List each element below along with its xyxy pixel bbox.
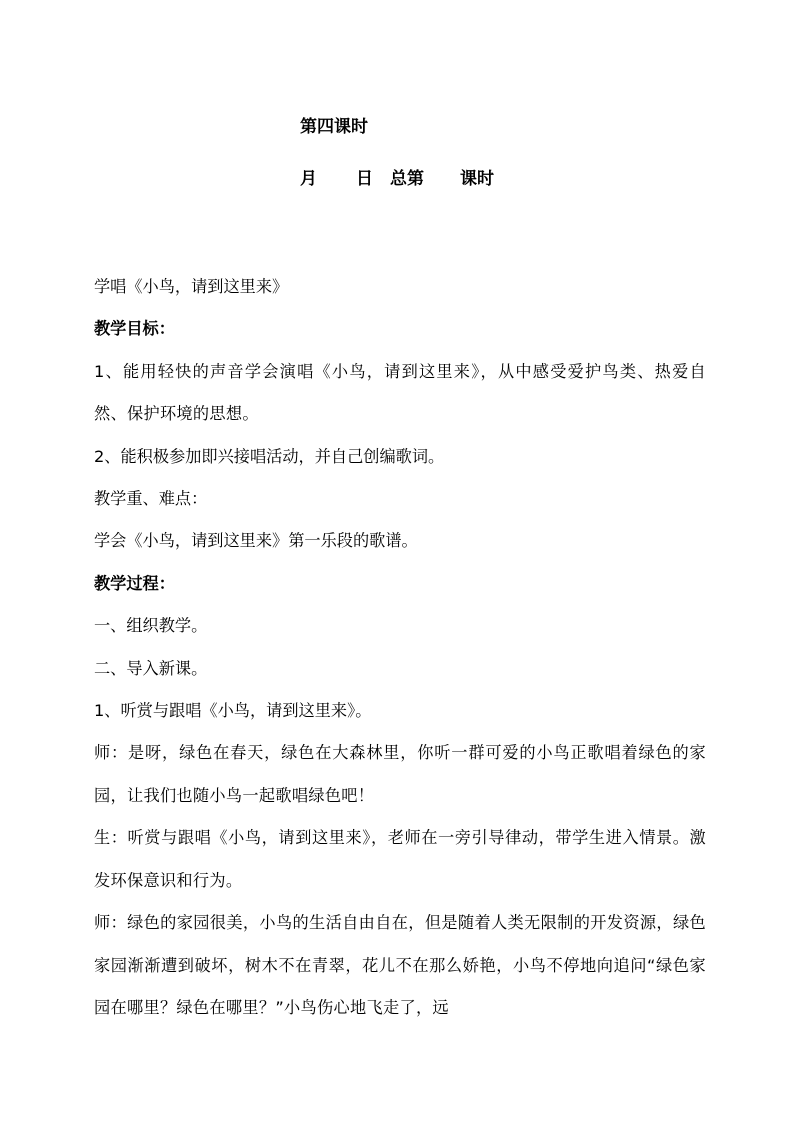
focus-heading: 教学重、难点： bbox=[94, 489, 208, 509]
goal-item-2: 2、能积极参加即兴接唱活动，并自己创编歌词。 bbox=[94, 446, 445, 466]
teacher-paragraph-1: 师：是呀，绿色在春天，绿色在大森林里，你听一群可爱的小鸟正歌唱着绿色的家园，让我们也随小鸟一起歌唱绿色吧！ bbox=[94, 743, 706, 805]
goal-item-1: 1、能用轻快的声音学会演唱《小鸟，请到这里来》，从中感受爱护鸟类、热爱自然、保护环境的思想。 bbox=[94, 361, 706, 424]
student-paragraph-1: 生：听赏与跟唱《小鸟，请到这里来》，老师在一旁引导律动，带学生进入情景。激发环保意识和行为。 bbox=[94, 828, 706, 890]
teacher-paragraph-2: 师：绿色的家园很美，小鸟的生活自由自在，但是随着人类无限制的开发资源，绿色家园渐渐遭到破坏，树木不在青翠，花儿不在那么娇艳，小鸟不停地向追问“绿色家园在哪里？绿色在哪里？”小鸟伤心地飞走了，远 bbox=[94, 913, 706, 1017]
focus-text: 学会《小鸟，请到这里来》第一乐段的歌谱。 bbox=[94, 531, 418, 551]
lesson-body bbox=[94, 266, 706, 1029]
process-sub-step-1: 1、听赏与跟唱《小鸟，请到这里来》。 bbox=[94, 701, 372, 721]
date-day-label: 日 bbox=[356, 169, 373, 189]
date-total-label: 总第 bbox=[390, 169, 424, 189]
date-period-label: 课时 bbox=[460, 169, 494, 189]
date-month-label: 月 bbox=[300, 169, 317, 189]
process-heading: 教学过程： bbox=[94, 573, 175, 593]
goals-heading: 教学目标： bbox=[94, 319, 175, 339]
lesson-title: 第四课时 bbox=[300, 117, 368, 137]
process-step-1: 一、组织教学。 bbox=[94, 616, 208, 636]
process-step-2: 二、导入新课。 bbox=[94, 658, 208, 678]
date-line bbox=[300, 168, 494, 190]
lesson-topic: 学唱《小鸟，请到这里来》 bbox=[94, 277, 289, 296]
